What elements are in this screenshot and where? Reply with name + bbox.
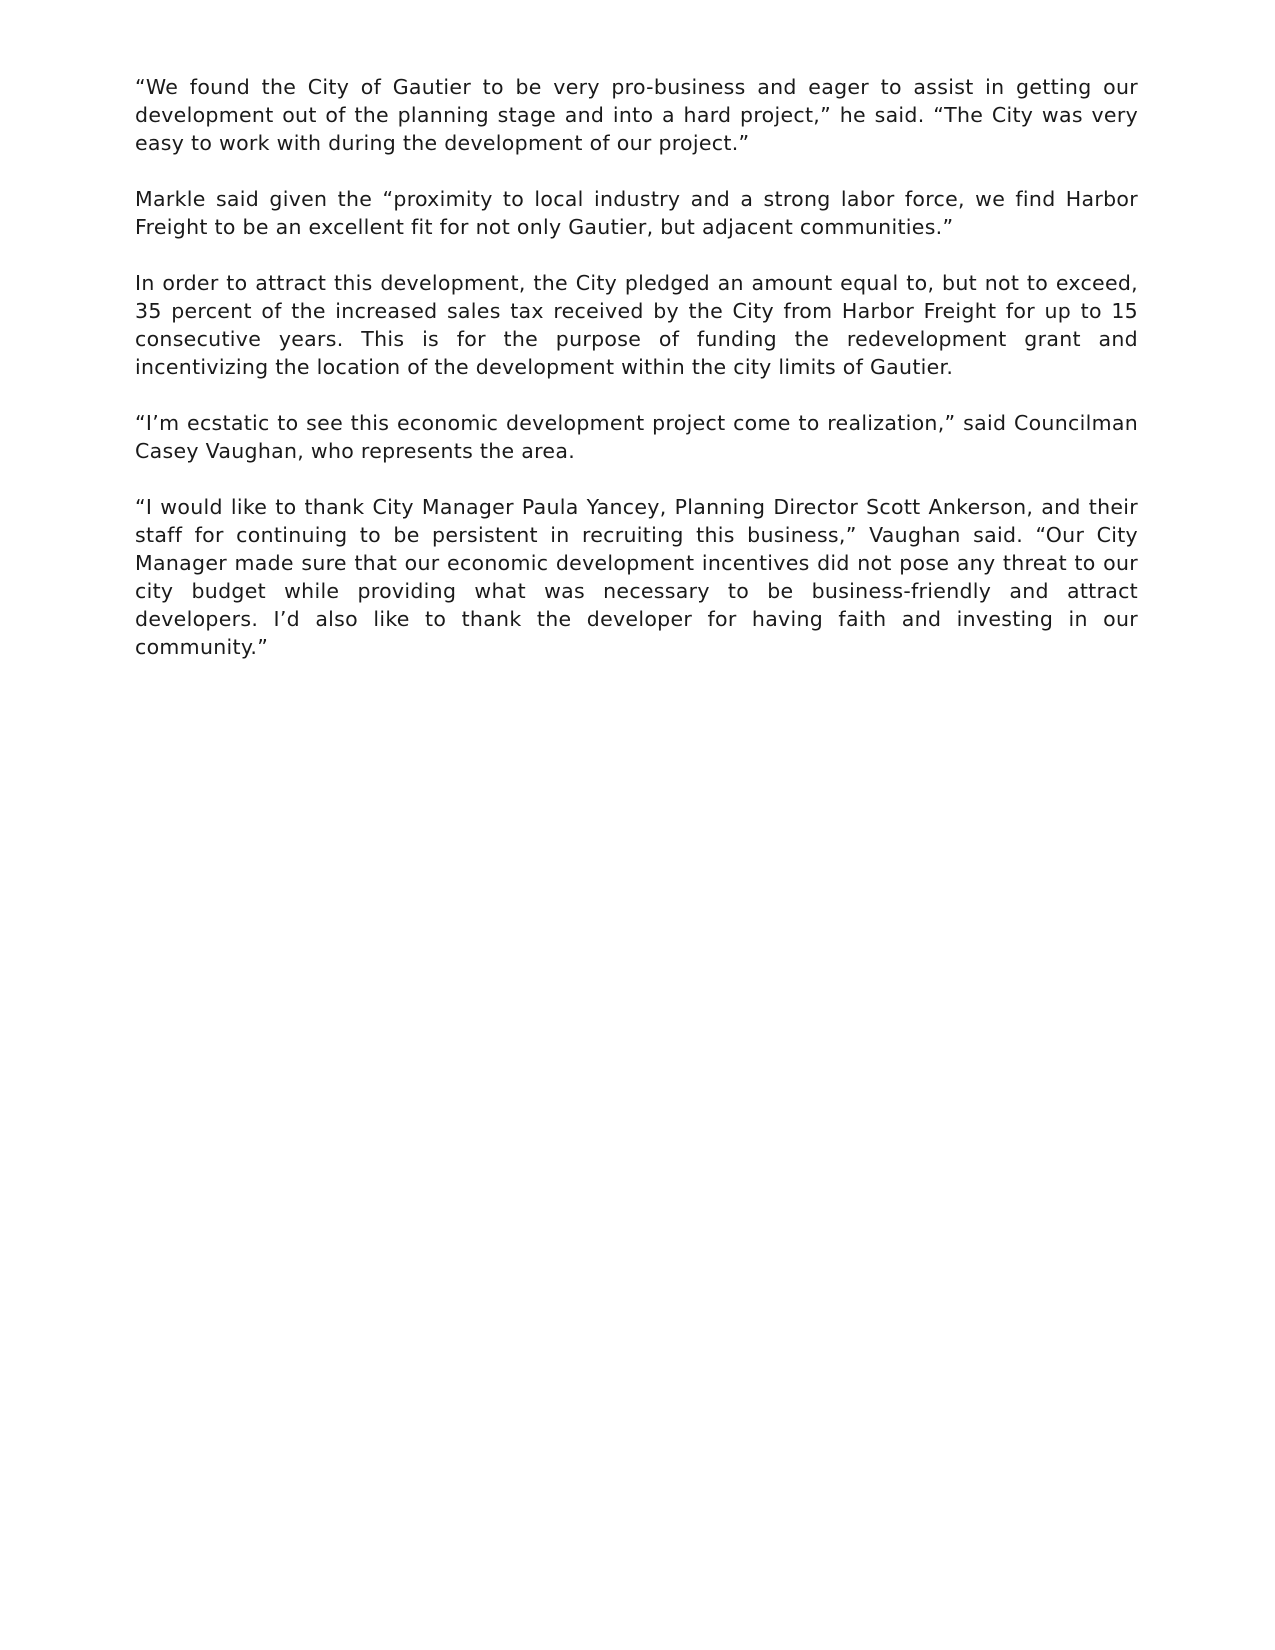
paragraph-vaughan-thanks: “I would like to thank City Manager Paula Yancey, Planning Director Scott Ankerson, and their staff for continuing to be persistent in recruiting this business,” Vaughan said. “Our City Manager made sure that our economic development incentives did not pose any threat to our city budget while providing what was necessary to be business-friendly and attract developers. I’d also like to thank the developer for having faith and investing in our community.” xyxy=(135,495,1138,659)
paragraph-developer-quote: “We found the City of Gautier to be very pro-business and eager to assist in getting our development out of the planning stage and into a hard project,” he said. “The City was very easy to work with during the development of our project.” xyxy=(135,75,1138,155)
article-body xyxy=(135,73,1138,689)
paragraph-markle-statement: Markle said given the “proximity to local industry and a strong labor force, we find Harbor Freight to be an excellent fit for not only Gautier, but adjacent communities.” xyxy=(135,187,1138,239)
paragraph-sales-tax-pledge: In order to attract this development, the City pledged an amount equal to, but not to exceed, 35 percent of the increased sales tax received by the City from Harbor Freight for up to 15 consecutive years. This is for the purpose of funding the redevelopment grant and incentivizing the location of the development within the city limits of Gautier. xyxy=(135,271,1138,379)
paragraph-vaughan-quote: “I’m ecstatic to see this economic development project come to realization,” said Councilman Casey Vaughan, who represents the area. xyxy=(135,411,1138,463)
